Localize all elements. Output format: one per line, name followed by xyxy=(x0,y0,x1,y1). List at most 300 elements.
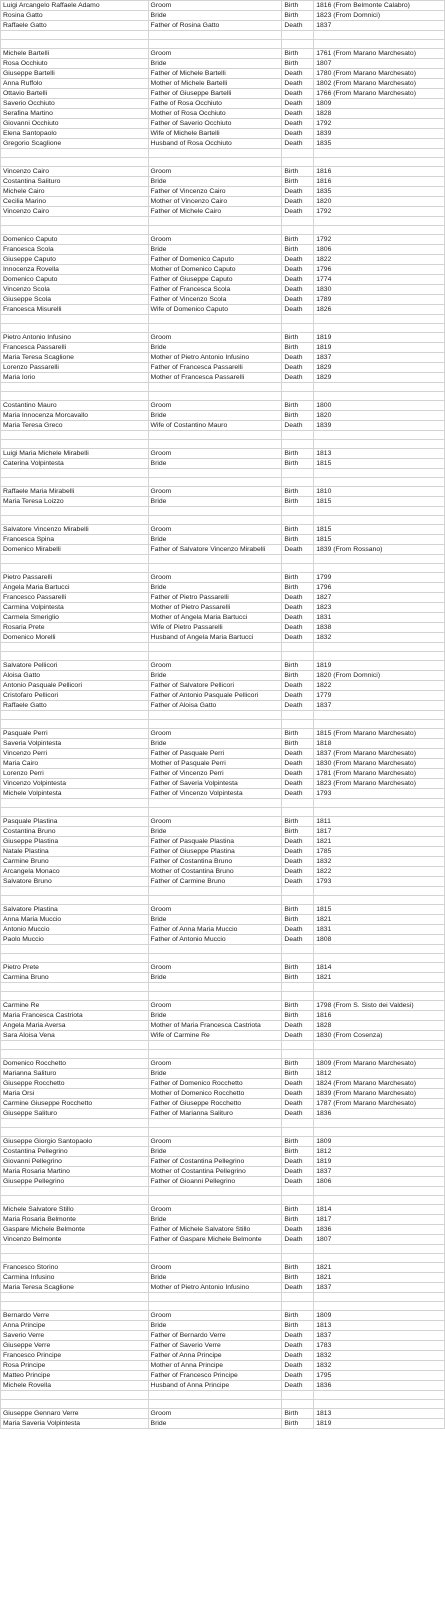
name-cell[interactable]: Marianna Salituro xyxy=(1,1069,149,1079)
relation-cell[interactable]: Bride xyxy=(148,739,282,749)
year-cell[interactable] xyxy=(314,383,445,392)
relation-cell[interactable]: Father of Aloisa Gatto xyxy=(148,701,282,711)
name-cell[interactable]: Michele Bartelli xyxy=(1,49,149,59)
name-cell[interactable]: Elena Santopaolo xyxy=(1,129,149,139)
relation-cell[interactable]: Bride xyxy=(148,497,282,507)
event-cell[interactable]: Birth xyxy=(282,905,314,915)
relation-cell[interactable]: Father of Rosina Gatto xyxy=(148,21,282,31)
name-cell[interactable]: Gregorio Scaglione xyxy=(1,139,149,149)
name-cell[interactable]: Giuseppe Salituro xyxy=(1,1109,149,1119)
year-cell[interactable]: 1831 xyxy=(314,613,445,623)
year-cell[interactable]: 1821 xyxy=(314,1273,445,1283)
year-cell[interactable]: 1812 xyxy=(314,1069,445,1079)
relation-cell[interactable] xyxy=(148,555,282,564)
year-cell[interactable] xyxy=(314,158,445,167)
name-cell[interactable]: Angela Maria Bartucci xyxy=(1,583,149,593)
event-cell[interactable]: Birth xyxy=(282,343,314,353)
relation-cell[interactable]: Father of Michele Salvatore Stillo xyxy=(148,1225,282,1235)
year-cell[interactable]: 1806 xyxy=(314,245,445,255)
event-cell[interactable]: Birth xyxy=(282,411,314,421)
event-cell[interactable]: Death xyxy=(282,285,314,295)
year-cell[interactable] xyxy=(314,983,445,992)
name-cell[interactable]: Giovanni Occhiuto xyxy=(1,119,149,129)
relation-cell[interactable]: Father of Saverio Occhiuto xyxy=(148,119,282,129)
name-cell[interactable]: Giuseppe Rocchetto xyxy=(1,1079,149,1089)
year-cell[interactable]: 1839 xyxy=(314,421,445,431)
event-cell[interactable]: Death xyxy=(282,1225,314,1235)
name-cell[interactable]: Rosina Gatto xyxy=(1,11,149,21)
relation-cell[interactable]: Father of Saveria Volpintesta xyxy=(148,779,282,789)
name-cell[interactable]: Carmela Smeriglio xyxy=(1,613,149,623)
relation-cell[interactable]: Bride xyxy=(148,1321,282,1331)
year-cell[interactable]: 1809 xyxy=(314,99,445,109)
relation-cell[interactable]: Mother of Domenico Caputo xyxy=(148,265,282,275)
relation-cell[interactable] xyxy=(148,1050,282,1059)
name-cell[interactable] xyxy=(1,808,149,817)
year-cell[interactable]: 1761 (From Marano Marchesato) xyxy=(314,49,445,59)
relation-cell[interactable] xyxy=(148,1302,282,1311)
relation-cell[interactable] xyxy=(148,1245,282,1254)
year-cell[interactable]: 1829 xyxy=(314,373,445,383)
name-cell[interactable] xyxy=(1,652,149,661)
name-cell[interactable]: Arcangela Monaco xyxy=(1,867,149,877)
event-cell[interactable]: Death xyxy=(282,701,314,711)
event-cell[interactable]: Birth xyxy=(282,1409,314,1419)
event-cell[interactable]: Birth xyxy=(282,333,314,343)
year-cell[interactable]: 1826 xyxy=(314,305,445,315)
relation-cell[interactable]: Bride xyxy=(148,583,282,593)
relation-cell[interactable] xyxy=(148,1187,282,1196)
event-cell[interactable] xyxy=(282,992,314,1001)
event-cell[interactable]: Birth xyxy=(282,497,314,507)
relation-cell[interactable]: Bride xyxy=(148,1273,282,1283)
name-cell[interactable]: Salvatore Bruno xyxy=(1,877,149,887)
relation-cell[interactable]: Mother of Rosa Occhiuto xyxy=(148,109,282,119)
relation-cell[interactable] xyxy=(148,1119,282,1128)
year-cell[interactable]: 1812 xyxy=(314,1147,445,1157)
year-cell[interactable]: 1800 xyxy=(314,401,445,411)
event-cell[interactable]: Death xyxy=(282,1235,314,1245)
name-cell[interactable]: Francesca Scola xyxy=(1,245,149,255)
year-cell[interactable] xyxy=(314,431,445,440)
relation-cell[interactable]: Groom xyxy=(148,817,282,827)
relation-cell[interactable] xyxy=(148,945,282,954)
relation-cell[interactable]: Mother of Costantina Pellegrino xyxy=(148,1167,282,1177)
relation-cell[interactable] xyxy=(148,431,282,440)
relation-cell[interactable]: Groom xyxy=(148,1,282,11)
year-cell[interactable]: 1821 xyxy=(314,1263,445,1273)
event-cell[interactable]: Death xyxy=(282,789,314,799)
year-cell[interactable]: 1802 (From Marano Marchesato) xyxy=(314,79,445,89)
relation-cell[interactable]: Groom xyxy=(148,963,282,973)
name-cell[interactable]: Michele Cairo xyxy=(1,187,149,197)
name-cell[interactable] xyxy=(1,555,149,564)
name-cell[interactable]: Antonio Pasquale Pellicori xyxy=(1,681,149,691)
name-cell[interactable] xyxy=(1,1187,149,1196)
relation-cell[interactable]: Mother of Angela Maria Bartucci xyxy=(148,613,282,623)
relation-cell[interactable]: Father of Giuseppe Caputo xyxy=(148,275,282,285)
name-cell[interactable]: Vincenzo Scola xyxy=(1,285,149,295)
event-cell[interactable]: Death xyxy=(282,691,314,701)
event-cell[interactable]: Birth xyxy=(282,1011,314,1021)
year-cell[interactable]: 1819 xyxy=(314,333,445,343)
year-cell[interactable] xyxy=(314,1128,445,1137)
event-cell[interactable]: Birth xyxy=(282,817,314,827)
year-cell[interactable] xyxy=(314,478,445,487)
year-cell[interactable]: 1813 xyxy=(314,449,445,459)
event-cell[interactable] xyxy=(282,40,314,49)
relation-cell[interactable]: Groom xyxy=(148,1263,282,1273)
name-cell[interactable]: Paolo Muccio xyxy=(1,935,149,945)
name-cell[interactable]: Sara Aloisa Vena xyxy=(1,1031,149,1041)
event-cell[interactable]: Birth xyxy=(282,973,314,983)
year-cell[interactable]: 1798 (From S. Sisto dei Valdesi) xyxy=(314,1001,445,1011)
event-cell[interactable]: Birth xyxy=(282,1263,314,1273)
name-cell[interactable]: Lorenzo Perri xyxy=(1,769,149,779)
event-cell[interactable]: Birth xyxy=(282,49,314,59)
relation-cell[interactable]: Father of Marianna Salituro xyxy=(148,1109,282,1119)
relation-cell[interactable]: Groom xyxy=(148,401,282,411)
name-cell[interactable]: Matteo Principe xyxy=(1,1371,149,1381)
name-cell[interactable]: Giuseppe Verre xyxy=(1,1341,149,1351)
relation-cell[interactable] xyxy=(148,226,282,235)
year-cell[interactable]: 1837 xyxy=(314,1167,445,1177)
name-cell[interactable]: Angela Maria Aversa xyxy=(1,1021,149,1031)
name-cell[interactable]: Vincenzo Volpintesta xyxy=(1,779,149,789)
relation-cell[interactable]: Mother of Pietro Passarelli xyxy=(148,603,282,613)
relation-cell[interactable]: Bride xyxy=(148,1011,282,1021)
event-cell[interactable]: Death xyxy=(282,295,314,305)
name-cell[interactable] xyxy=(1,1293,149,1302)
year-cell[interactable]: 1816 xyxy=(314,177,445,187)
year-cell[interactable] xyxy=(314,887,445,896)
year-cell[interactable] xyxy=(314,808,445,817)
name-cell[interactable] xyxy=(1,896,149,905)
relation-cell[interactable] xyxy=(148,469,282,478)
year-cell[interactable]: 1828 xyxy=(314,109,445,119)
year-cell[interactable] xyxy=(314,1119,445,1128)
event-cell[interactable]: Birth xyxy=(282,459,314,469)
name-cell[interactable]: Maria Saveria Volpintesta xyxy=(1,1419,149,1429)
name-cell[interactable] xyxy=(1,983,149,992)
name-cell[interactable]: Maria Teresa Scaglione xyxy=(1,353,149,363)
relation-cell[interactable] xyxy=(148,392,282,401)
relation-cell[interactable]: Bride xyxy=(148,973,282,983)
year-cell[interactable] xyxy=(314,1187,445,1196)
relation-cell[interactable]: Father of Pasquale Plastina xyxy=(148,837,282,847)
name-cell[interactable]: Maria Iorio xyxy=(1,373,149,383)
event-cell[interactable]: Death xyxy=(282,421,314,431)
year-cell[interactable]: 1808 xyxy=(314,935,445,945)
year-cell[interactable]: 1828 xyxy=(314,1021,445,1031)
name-cell[interactable]: Giuseppe Scola xyxy=(1,295,149,305)
year-cell[interactable] xyxy=(314,40,445,49)
event-cell[interactable] xyxy=(282,217,314,226)
name-cell[interactable]: Michele Salvatore Stillo xyxy=(1,1205,149,1215)
event-cell[interactable]: Death xyxy=(282,1331,314,1341)
relation-cell[interactable]: Father of Salvatore Vincenzo Mirabelli xyxy=(148,545,282,555)
name-cell[interactable]: Luigi Arcangelo Raffaele Adamo xyxy=(1,1,149,11)
name-cell[interactable] xyxy=(1,315,149,324)
name-cell[interactable]: Maria Rosaria Belmonte xyxy=(1,1215,149,1225)
year-cell[interactable]: 1835 xyxy=(314,187,445,197)
year-cell[interactable]: 1792 xyxy=(314,119,445,129)
name-cell[interactable]: Salvatore Plastina xyxy=(1,905,149,915)
relation-cell[interactable]: Mother of Pietro Antonio Infusino xyxy=(148,1283,282,1293)
name-cell[interactable] xyxy=(1,516,149,525)
event-cell[interactable]: Death xyxy=(282,1361,314,1371)
year-cell[interactable]: 1837 xyxy=(314,701,445,711)
relation-cell[interactable]: Groom xyxy=(148,1409,282,1419)
relation-cell[interactable]: Mother of Vincenzo Cairo xyxy=(148,197,282,207)
year-cell[interactable]: 1766 (From Marano Marchesato) xyxy=(314,89,445,99)
relation-cell[interactable]: Father of Gioanni Pellegrino xyxy=(148,1177,282,1187)
year-cell[interactable]: 1792 xyxy=(314,235,445,245)
year-cell[interactable]: 1832 xyxy=(314,633,445,643)
year-cell[interactable]: 1824 (From Marano Marchesato) xyxy=(314,1079,445,1089)
relation-cell[interactable] xyxy=(148,720,282,729)
event-cell[interactable] xyxy=(282,896,314,905)
event-cell[interactable] xyxy=(282,808,314,817)
year-cell[interactable]: 1781 (From Marano Marchesato) xyxy=(314,769,445,779)
name-cell[interactable]: Pasquale Plastina xyxy=(1,817,149,827)
event-cell[interactable]: Death xyxy=(282,373,314,383)
relation-cell[interactable] xyxy=(148,896,282,905)
relation-cell[interactable] xyxy=(148,507,282,516)
relation-cell[interactable]: Father of Vincenzo Scola xyxy=(148,295,282,305)
relation-cell[interactable]: Wife of Pietro Passarelli xyxy=(148,623,282,633)
event-cell[interactable]: Death xyxy=(282,1177,314,1187)
event-cell[interactable]: Birth xyxy=(282,573,314,583)
name-cell[interactable] xyxy=(1,217,149,226)
event-cell[interactable]: Birth xyxy=(282,535,314,545)
relation-cell[interactable] xyxy=(148,1128,282,1137)
event-cell[interactable]: Death xyxy=(282,603,314,613)
name-cell[interactable]: Rosa Occhiuto xyxy=(1,59,149,69)
year-cell[interactable]: 1820 xyxy=(314,411,445,421)
name-cell[interactable]: Maria Teresa Greco xyxy=(1,421,149,431)
event-cell[interactable]: Birth xyxy=(282,1273,314,1283)
event-cell[interactable]: Birth xyxy=(282,245,314,255)
name-cell[interactable]: Francesca Passarelli xyxy=(1,343,149,353)
year-cell[interactable]: 1806 xyxy=(314,1177,445,1187)
year-cell[interactable]: 1783 xyxy=(314,1341,445,1351)
year-cell[interactable] xyxy=(314,1391,445,1400)
name-cell[interactable]: Rosa Principe xyxy=(1,1361,149,1371)
name-cell[interactable]: Carmine Bruno xyxy=(1,857,149,867)
year-cell[interactable]: 1820 (From Domnici) xyxy=(314,671,445,681)
name-cell[interactable]: Pietro Antonio Infusino xyxy=(1,333,149,343)
name-cell[interactable]: Cristofaro Pellicori xyxy=(1,691,149,701)
event-cell[interactable]: Death xyxy=(282,275,314,285)
relation-cell[interactable]: Mother of Pasquale Perri xyxy=(148,759,282,769)
name-cell[interactable]: Maria Orsi xyxy=(1,1089,149,1099)
year-cell[interactable]: 1839 (From Marano Marchesato) xyxy=(314,1089,445,1099)
name-cell[interactable]: Anna Principe xyxy=(1,1321,149,1331)
relation-cell[interactable]: Father of Francesca Scola xyxy=(148,285,282,295)
name-cell[interactable]: Carmina Bruno xyxy=(1,973,149,983)
relation-cell[interactable]: Father of Costantina Bruno xyxy=(148,857,282,867)
name-cell[interactable]: Vincenzo Cairo xyxy=(1,167,149,177)
name-cell[interactable]: Domenico Rocchetto xyxy=(1,1059,149,1069)
event-cell[interactable]: Death xyxy=(282,89,314,99)
year-cell[interactable]: 1823 (From Domnici) xyxy=(314,11,445,21)
year-cell[interactable]: 1829 xyxy=(314,363,445,373)
year-cell[interactable] xyxy=(314,217,445,226)
year-cell[interactable] xyxy=(314,1254,445,1263)
relation-cell[interactable]: Bride xyxy=(148,915,282,925)
event-cell[interactable]: Birth xyxy=(282,1069,314,1079)
year-cell[interactable]: 1837 (From Marano Marchesato) xyxy=(314,749,445,759)
year-cell[interactable] xyxy=(314,1041,445,1050)
year-cell[interactable]: 1837 xyxy=(314,1331,445,1341)
event-cell[interactable]: Birth xyxy=(282,1147,314,1157)
event-cell[interactable] xyxy=(282,983,314,992)
name-cell[interactable]: Giovanni Pellegrino xyxy=(1,1157,149,1167)
relation-cell[interactable]: Groom xyxy=(148,1205,282,1215)
relation-cell[interactable] xyxy=(148,478,282,487)
relation-cell[interactable] xyxy=(148,31,282,40)
year-cell[interactable]: 1816 (From Belmonte Calabro) xyxy=(314,1,445,11)
event-cell[interactable] xyxy=(282,1128,314,1137)
relation-cell[interactable]: Mother of Michele Bartelli xyxy=(148,79,282,89)
event-cell[interactable]: Birth xyxy=(282,915,314,925)
event-cell[interactable] xyxy=(282,1187,314,1196)
event-cell[interactable] xyxy=(282,1293,314,1302)
event-cell[interactable] xyxy=(282,158,314,167)
year-cell[interactable] xyxy=(314,711,445,720)
relation-cell[interactable] xyxy=(148,1196,282,1205)
relation-cell[interactable]: Father of Anna Principe xyxy=(148,1351,282,1361)
name-cell[interactable] xyxy=(1,392,149,401)
name-cell[interactable] xyxy=(1,720,149,729)
name-cell[interactable]: Maria Cairo xyxy=(1,759,149,769)
name-cell[interactable] xyxy=(1,564,149,573)
name-cell[interactable]: Domenico Mirabelli xyxy=(1,545,149,555)
year-cell[interactable] xyxy=(314,1293,445,1302)
name-cell[interactable] xyxy=(1,478,149,487)
event-cell[interactable]: Death xyxy=(282,759,314,769)
relation-cell[interactable]: Father of Costantina Pellegrino xyxy=(148,1157,282,1167)
event-cell[interactable] xyxy=(282,652,314,661)
event-cell[interactable]: Death xyxy=(282,1021,314,1031)
name-cell[interactable]: Francesca Spina xyxy=(1,535,149,545)
event-cell[interactable]: Death xyxy=(282,779,314,789)
event-cell[interactable]: Birth xyxy=(282,1059,314,1069)
year-cell[interactable] xyxy=(314,31,445,40)
year-cell[interactable]: 1795 xyxy=(314,1371,445,1381)
relation-cell[interactable]: Father of Anna Maria Muccio xyxy=(148,925,282,935)
event-cell[interactable]: Birth xyxy=(282,827,314,837)
relation-cell[interactable]: Bride xyxy=(148,11,282,21)
event-cell[interactable]: Death xyxy=(282,1089,314,1099)
event-cell[interactable]: Death xyxy=(282,925,314,935)
name-cell[interactable]: Michele Volpintesta xyxy=(1,789,149,799)
name-cell[interactable]: Vincenzo Belmonte xyxy=(1,1235,149,1245)
event-cell[interactable]: Death xyxy=(282,119,314,129)
relation-cell[interactable] xyxy=(148,40,282,49)
name-cell[interactable] xyxy=(1,887,149,896)
name-cell[interactable] xyxy=(1,643,149,652)
name-cell[interactable] xyxy=(1,469,149,478)
event-cell[interactable] xyxy=(282,945,314,954)
relation-cell[interactable]: Husband of Anna Principe xyxy=(148,1381,282,1391)
event-cell[interactable] xyxy=(282,555,314,564)
name-cell[interactable]: Saveria Volpintesta xyxy=(1,739,149,749)
year-cell[interactable]: 1821 xyxy=(314,973,445,983)
year-cell[interactable] xyxy=(314,315,445,324)
name-cell[interactable] xyxy=(1,431,149,440)
year-cell[interactable]: 1831 xyxy=(314,925,445,935)
name-cell[interactable]: Cecilia Marino xyxy=(1,197,149,207)
name-cell[interactable]: Francesco Principe xyxy=(1,1351,149,1361)
event-cell[interactable]: Death xyxy=(282,545,314,555)
name-cell[interactable]: Bernardo Verre xyxy=(1,1311,149,1321)
year-cell[interactable]: 1774 xyxy=(314,275,445,285)
name-cell[interactable] xyxy=(1,1196,149,1205)
event-cell[interactable]: Birth xyxy=(282,1321,314,1331)
name-cell[interactable] xyxy=(1,1050,149,1059)
year-cell[interactable]: 1836 xyxy=(314,1381,445,1391)
relation-cell[interactable]: Wife of Domenico Caputo xyxy=(148,305,282,315)
event-cell[interactable]: Birth xyxy=(282,401,314,411)
event-cell[interactable] xyxy=(282,440,314,449)
relation-cell[interactable]: Father of Giuseppe Bartelli xyxy=(148,89,282,99)
event-cell[interactable] xyxy=(282,720,314,729)
relation-cell[interactable]: Groom xyxy=(148,487,282,497)
year-cell[interactable]: 1787 (From Marano Marchesato) xyxy=(314,1099,445,1109)
relation-cell[interactable]: Bride xyxy=(148,459,282,469)
name-cell[interactable] xyxy=(1,1119,149,1128)
event-cell[interactable] xyxy=(282,516,314,525)
relation-cell[interactable]: Husband of Angela Maria Bartucci xyxy=(148,633,282,643)
name-cell[interactable]: Rosaria Prete xyxy=(1,623,149,633)
year-cell[interactable]: 1810 xyxy=(314,487,445,497)
event-cell[interactable]: Death xyxy=(282,593,314,603)
name-cell[interactable]: Raffaele Gatto xyxy=(1,701,149,711)
event-cell[interactable] xyxy=(282,478,314,487)
relation-cell[interactable]: Father of Gaspare Michele Belmonte xyxy=(148,1235,282,1245)
relation-cell[interactable]: Bride xyxy=(148,1069,282,1079)
year-cell[interactable]: 1837 xyxy=(314,1283,445,1293)
relation-cell[interactable]: Father of Domenico Caputo xyxy=(148,255,282,265)
relation-cell[interactable]: Father of Michele Cairo xyxy=(148,207,282,217)
event-cell[interactable] xyxy=(282,643,314,652)
relation-cell[interactable] xyxy=(148,808,282,817)
event-cell[interactable] xyxy=(282,1400,314,1409)
event-cell[interactable] xyxy=(282,1196,314,1205)
relation-cell[interactable] xyxy=(148,324,282,333)
event-cell[interactable] xyxy=(282,1050,314,1059)
name-cell[interactable]: Caterina Volpintesta xyxy=(1,459,149,469)
year-cell[interactable]: 1820 xyxy=(314,197,445,207)
event-cell[interactable]: Death xyxy=(282,623,314,633)
relation-cell[interactable] xyxy=(148,516,282,525)
year-cell[interactable]: 1779 xyxy=(314,691,445,701)
name-cell[interactable] xyxy=(1,1245,149,1254)
name-cell[interactable]: Maria Francesca Castriota xyxy=(1,1011,149,1021)
event-cell[interactable]: Death xyxy=(282,837,314,847)
relation-cell[interactable]: Groom xyxy=(148,449,282,459)
name-cell[interactable] xyxy=(1,383,149,392)
event-cell[interactable] xyxy=(282,383,314,392)
event-cell[interactable]: Death xyxy=(282,109,314,119)
relation-cell[interactable]: Father of Francesco Principe xyxy=(148,1371,282,1381)
name-cell[interactable]: Carmina Infusino xyxy=(1,1273,149,1283)
event-cell[interactable]: Birth xyxy=(282,59,314,69)
name-cell[interactable] xyxy=(1,945,149,954)
relation-cell[interactable] xyxy=(148,652,282,661)
